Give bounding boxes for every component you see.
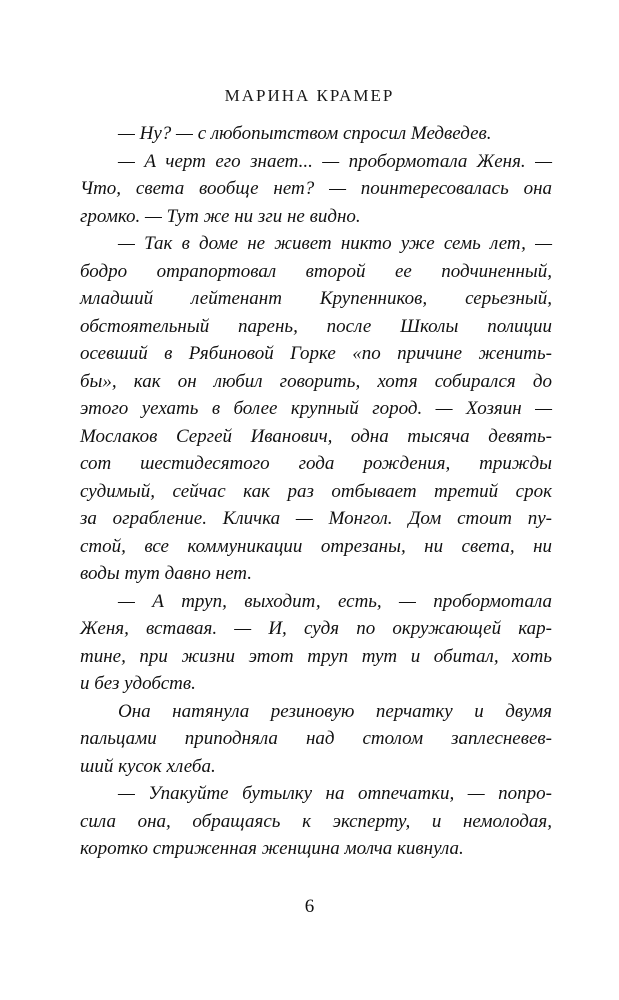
text-line: бодро отрапортовал второй ее подчиненный, [80, 260, 552, 282]
text-line: Женя, вставая. — И, судя по окружающей кар- [80, 618, 552, 639]
text-line: сот шестидесятого года рождения, трижды [80, 453, 552, 474]
body-text [80, 120, 552, 863]
text-line: — А черт его знает... — пробормотала Женя. — [118, 150, 552, 172]
text-line: младший лейтенант Крупенников, серьезный, [80, 288, 552, 309]
text-line: за ограбление. Кличка — Монгол. Дом стоит пу- [80, 508, 552, 529]
text-line: — А труп, выходит, есть, — пробормотала [118, 590, 552, 612]
text-line: воды тут давно нет. [80, 563, 252, 584]
text-line: стой, все коммуникации отрезаны, ни света, ни [80, 535, 552, 557]
text-line: этого уехать в более крупный город. — Хозяин — [80, 398, 552, 419]
text-line: осевший в Рябиновой Горке «по причине женить- [80, 343, 552, 364]
text-line: Что, света вообще нет? — поинтересовалась она [80, 178, 552, 199]
text-line: ший кусок хлеба. [80, 755, 216, 777]
text-line: громко. — Тут же ни зги не видно. [80, 205, 361, 227]
page-number: 6 [304, 896, 315, 917]
running-header-author: МАРИНА КРАМЕР [224, 86, 395, 105]
text-line: — Упакуйте бутылку на отпечатки, — попро- [118, 783, 552, 804]
text-line: — Так в доме не живет никто уже семь лет, — [118, 233, 552, 254]
text-line: и без удобств. [80, 673, 196, 694]
text-line: — Ну? — с любопытством спросил Медведев. [118, 123, 492, 144]
text-line: Мослаков Сергей Иванович, одна тысяча девять- [80, 425, 552, 447]
text-line: тине, при жизни этот труп тут и обитал, хоть [80, 645, 552, 667]
text-line: судимый, сейчас как раз отбывает третий срок [80, 480, 552, 502]
text-line: бы», как он любил говорить, хотя собирался до [80, 370, 552, 392]
text-line: сила она, обращаясь к эксперту, и немолодая, [80, 810, 552, 832]
text-line: коротко стриженная женщина молча кивнула. [80, 838, 464, 859]
text-line: Она натянула резиновую перчатку и двумя [118, 700, 552, 722]
text-line: обстоятельный парень, после Школы полиции [80, 315, 552, 337]
text-line: пальцами приподняла над столом заплесневев- [80, 728, 552, 749]
